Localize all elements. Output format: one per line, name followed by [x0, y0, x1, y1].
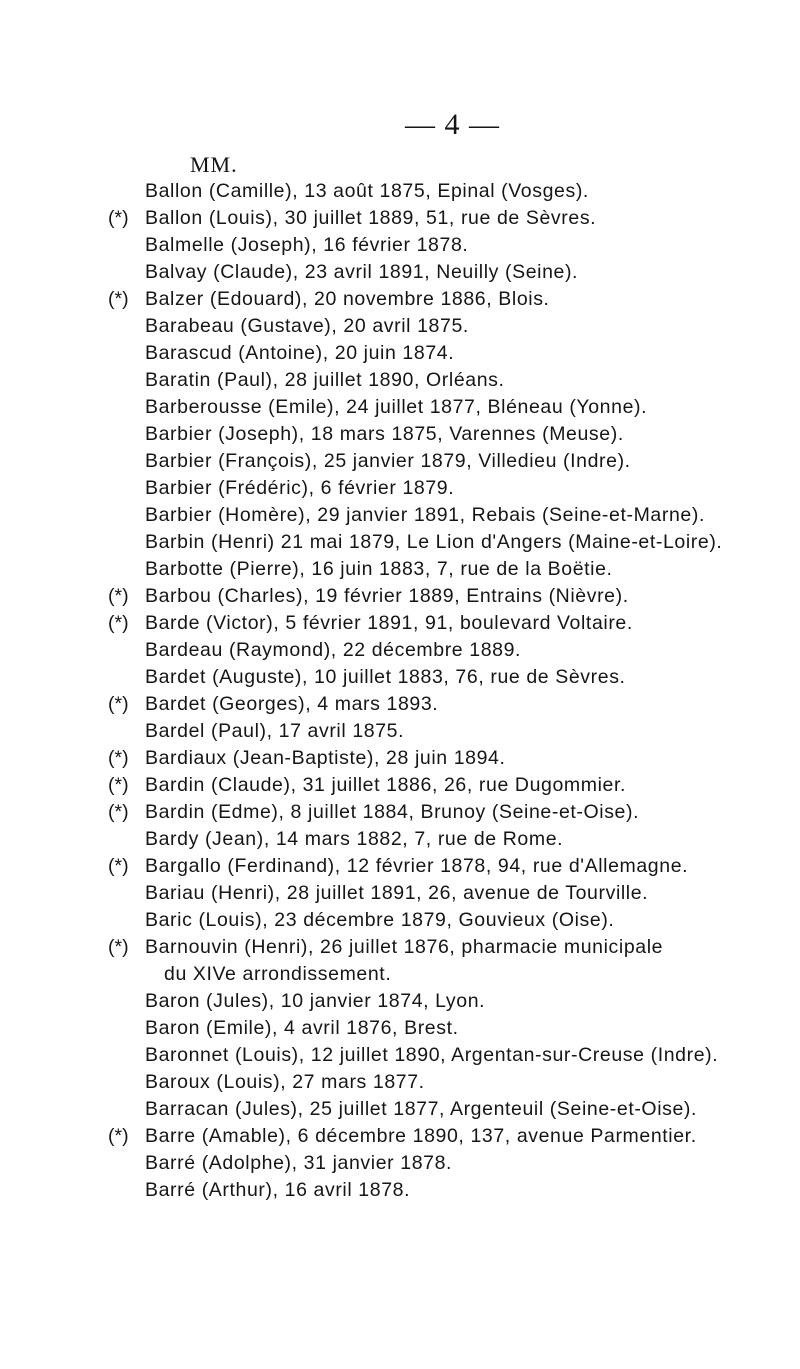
- list-item: [0, 691, 800, 718]
- list-item: [0, 178, 800, 205]
- entry-text: Bardel (Paul), 17 avril 1875.: [145, 720, 405, 742]
- list-item: [0, 961, 800, 988]
- list-item: [0, 718, 800, 745]
- entry-text: Baratin (Paul), 28 juillet 1890, Orléans.: [145, 369, 505, 391]
- list-item: [0, 205, 800, 232]
- list-item: [0, 529, 800, 556]
- salutation: MM.: [190, 152, 238, 177]
- list-item: [0, 745, 800, 772]
- list-item: [0, 799, 800, 826]
- list-item: [0, 367, 800, 394]
- list-item: [0, 934, 800, 961]
- entry-text: Barabeau (Gustave), 20 avril 1875.: [145, 315, 469, 337]
- entry-text: Baronnet (Louis), 12 juillet 1890, Argentan-sur-Creuse (Indre).: [145, 1044, 719, 1066]
- entry-text: Bardeau (Raymond), 22 décembre 1889.: [145, 639, 522, 661]
- entry-text: Balzer (Edouard), 20 novembre 1886, Blois.: [145, 288, 550, 310]
- asterisk-marker: (*): [108, 288, 129, 310]
- asterisk-marker: (*): [108, 1125, 129, 1147]
- list-item: [0, 448, 800, 475]
- asterisk-marker: (*): [108, 747, 129, 769]
- asterisk-marker: (*): [108, 585, 129, 607]
- list-item: [0, 232, 800, 259]
- list-item: [0, 394, 800, 421]
- entry-list: [0, 178, 800, 1204]
- entry-text: Barnouvin (Henri), 26 juillet 1876, pharmacie municipale: [145, 936, 664, 958]
- list-item: [0, 664, 800, 691]
- entry-text: Barascud (Antoine), 20 juin 1874.: [145, 342, 455, 364]
- entry-text: Baron (Jules), 10 janvier 1874, Lyon.: [145, 990, 486, 1012]
- entry-text: Barbotte (Pierre), 16 juin 1883, 7, rue de la Boëtie.: [145, 558, 613, 580]
- list-item: [0, 907, 800, 934]
- entry-text: Ballon (Louis), 30 juillet 1889, 51, rue de Sèvres.: [145, 207, 597, 229]
- list-item: [0, 1123, 800, 1150]
- list-item: [0, 610, 800, 637]
- list-item: [0, 988, 800, 1015]
- entry-text: Bardiaux (Jean-Baptiste), 28 juin 1894.: [145, 747, 506, 769]
- asterisk-marker: (*): [108, 207, 129, 229]
- entry-text: Bardin (Edme), 8 juillet 1884, Brunoy (Seine-et-Oise).: [145, 801, 640, 823]
- entry-text: Barbier (Homère), 29 janvier 1891, Rebais (Seine-et-Marne).: [145, 504, 705, 526]
- entry-text: Barré (Adolphe), 31 janvier 1878.: [145, 1152, 453, 1174]
- asterisk-marker: (*): [108, 774, 129, 796]
- list-item: [0, 880, 800, 907]
- entry-text: Barberousse (Emile), 24 juillet 1877, Bléneau (Yonne).: [145, 396, 648, 418]
- entry-text: Barbin (Henri) 21 mai 1879, Le Lion d'Angers (Maine-et-Loire).: [145, 531, 723, 553]
- entry-text: Barde (Victor), 5 février 1891, 91, boulevard Voltaire.: [145, 612, 633, 634]
- list-item: [0, 1042, 800, 1069]
- asterisk-marker: (*): [108, 612, 129, 634]
- entry-text: Bardy (Jean), 14 mars 1882, 7, rue de Rome.: [145, 828, 564, 850]
- list-item: [0, 1177, 800, 1204]
- entry-text: Barbier (Frédéric), 6 février 1879.: [145, 477, 455, 499]
- list-item: [0, 421, 800, 448]
- list-item: [0, 313, 800, 340]
- asterisk-marker: (*): [108, 801, 129, 823]
- list-item: [0, 1096, 800, 1123]
- entry-text: Barbier (François), 25 janvier 1879, Villedieu (Indre).: [145, 450, 631, 472]
- list-item: [0, 556, 800, 583]
- entry-text: Balvay (Claude), 23 avril 1891, Neuilly (Seine).: [145, 261, 579, 283]
- entry-text: Balmelle (Joseph), 16 février 1878.: [145, 234, 469, 256]
- page-number: — 4 —: [405, 108, 500, 141]
- entry-text: Bargallo (Ferdinand), 12 février 1878, 94, rue d'Allemagne.: [145, 855, 689, 877]
- list-item: [0, 475, 800, 502]
- entry-text: Bariau (Henri), 28 juillet 1891, 26, avenue de Tourville.: [145, 882, 649, 904]
- entry-text: Bardet (Auguste), 10 juillet 1883, 76, rue de Sèvres.: [145, 666, 626, 688]
- entry-text: Baroux (Louis), 27 mars 1877.: [145, 1071, 425, 1093]
- list-item: [0, 637, 800, 664]
- entry-text: Barracan (Jules), 25 juillet 1877, Argenteuil (Seine-et-Oise).: [145, 1098, 698, 1120]
- list-item: [0, 772, 800, 799]
- entry-text: Baric (Louis), 23 décembre 1879, Gouvieux (Oise).: [145, 909, 615, 931]
- entry-text: Bardin (Claude), 31 juillet 1886, 26, rue Dugommier.: [145, 774, 627, 796]
- list-item: [0, 853, 800, 880]
- list-item: [0, 340, 800, 367]
- entry-text: Barbou (Charles), 19 février 1889, Entrains (Nièvre).: [145, 585, 629, 607]
- list-item: [0, 1069, 800, 1096]
- entry-text: Barré (Arthur), 16 avril 1878.: [145, 1179, 411, 1201]
- entry-text: Baron (Emile), 4 avril 1876, Brest.: [145, 1017, 459, 1039]
- entry-text: Ballon (Camille), 13 août 1875, Epinal (Vosges).: [145, 180, 589, 202]
- list-item: [0, 286, 800, 313]
- entry-text: Bardet (Georges), 4 mars 1893.: [145, 693, 439, 715]
- entry-text: du XIVe arrondissement.: [164, 963, 392, 985]
- list-item: [0, 259, 800, 286]
- list-item: [0, 1150, 800, 1177]
- entry-text: Barre (Amable), 6 décembre 1890, 137, avenue Parmentier.: [145, 1125, 697, 1147]
- asterisk-marker: (*): [108, 936, 129, 958]
- list-item: [0, 583, 800, 610]
- entry-text: Barbier (Joseph), 18 mars 1875, Varennes (Meuse).: [145, 423, 624, 445]
- list-item: [0, 826, 800, 853]
- list-item: [0, 502, 800, 529]
- asterisk-marker: (*): [108, 693, 129, 715]
- asterisk-marker: (*): [108, 855, 129, 877]
- list-item: [0, 1015, 800, 1042]
